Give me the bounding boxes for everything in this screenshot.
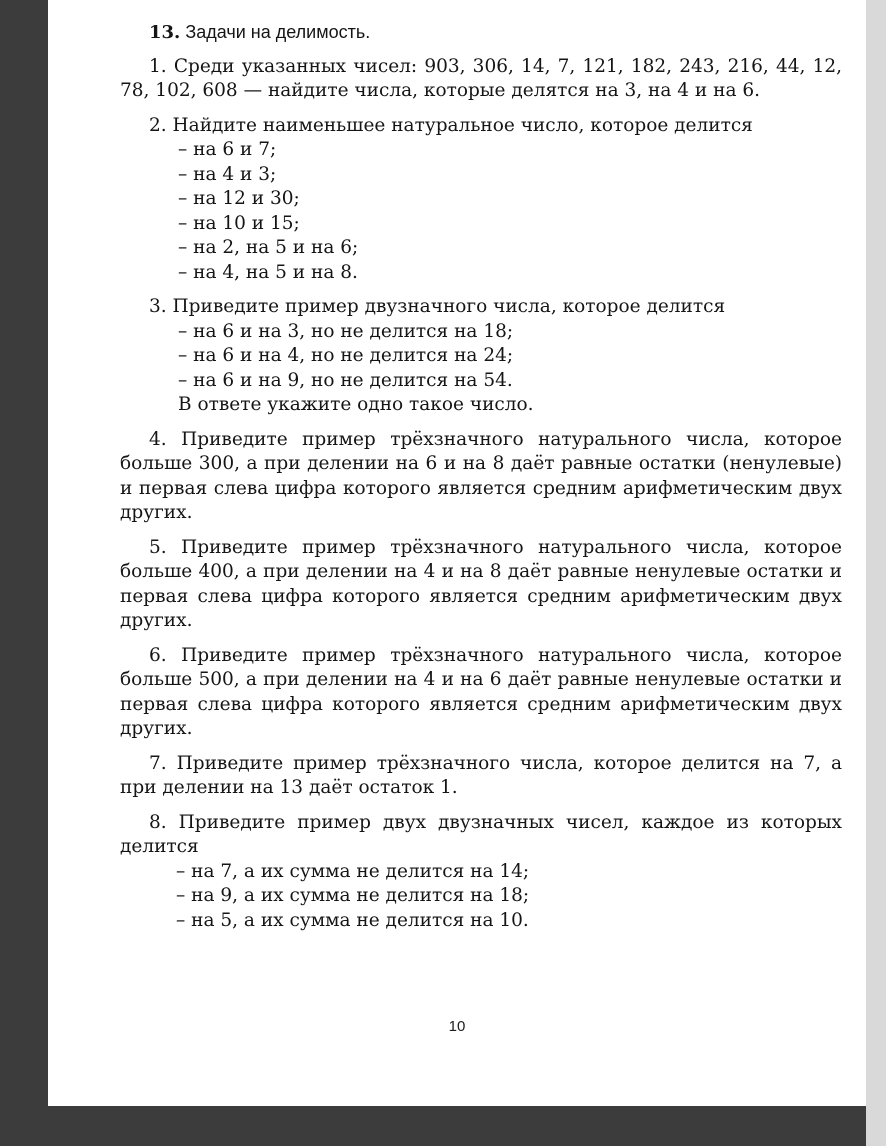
- scan-border: [866, 0, 886, 1146]
- problem-number: 1.: [149, 55, 167, 77]
- answer-note: В ответе укажите одно такое число.: [178, 394, 534, 415]
- sub-item: – на 4, на 5 и на 8.: [178, 261, 358, 283]
- page: [48, 0, 866, 1106]
- problem-statement: [120, 55, 842, 104]
- sub-item: – на 6 и на 3, но не делится на 18;: [178, 320, 514, 342]
- problem-8: [120, 811, 842, 934]
- sub-item: – на 12 и 30;: [178, 188, 300, 209]
- problem-2: [120, 114, 842, 286]
- problem-number: 8.: [149, 811, 167, 833]
- sub-item: – на 7, а их сумма не делится на 14;: [176, 860, 530, 882]
- problem-number: 2.: [149, 114, 167, 136]
- problem-text: Приведите пример трёхзначного натурального числа, которое больше 400, а при делении на 4 и на 8 даёт равные ненулевые остатки и первая слева цифра которого является средним арифметическим двух других.: [120, 536, 842, 631]
- sub-item: – на 5, а их сумма не делится на 10.: [176, 909, 529, 931]
- problem-text: Найдите наименьшее натуральное число, которое делится: [172, 114, 753, 136]
- problem-statement: [120, 295, 842, 320]
- problem-text: Приведите пример двух двузначных чисел, каждое из которых делится: [120, 811, 842, 857]
- page-number: 10: [448, 1018, 466, 1035]
- sub-item: – на 6 и на 4, но не делится на 24;: [178, 345, 514, 366]
- problem-statement: [120, 811, 842, 860]
- problem-7: [120, 752, 842, 801]
- problem-statement: [120, 428, 842, 526]
- problem-statement: [120, 752, 842, 801]
- problem-text: Приведите пример трёхзначного натурального числа, которое больше 500, а при делении на 4 и на 6 даёт равные ненулевые остатки и первая слева цифра которого является средним арифметическим двух других.: [120, 644, 842, 739]
- problem-statement: [120, 114, 842, 139]
- sub-item: – на 4 и 3;: [178, 163, 277, 185]
- problem-3: [120, 295, 842, 418]
- sub-item: – на 6 и на 9, но не делится на 54.: [178, 369, 513, 391]
- content: [120, 20, 842, 943]
- problem-number: 7.: [149, 752, 167, 774]
- problem-1: [120, 55, 842, 104]
- section-heading: [120, 20, 842, 46]
- problem-number: 3.: [149, 296, 167, 317]
- problem-6: [120, 644, 842, 742]
- problem-4: [120, 428, 842, 526]
- sub-item: – на 6 и 7;: [178, 139, 277, 160]
- problem-number: 5.: [149, 536, 167, 558]
- problem-statement: [120, 536, 842, 634]
- problem-number: 4.: [149, 428, 167, 450]
- problem-5: [120, 536, 842, 634]
- problem-text: Приведите пример трёхзначного числа, которое делится на 7, а при делении на 13 даёт остаток 1.: [120, 752, 842, 798]
- problem-number: 6.: [149, 644, 167, 666]
- problem-statement: [120, 644, 842, 742]
- sub-item: – на 9, а их сумма не делится на 18;: [176, 885, 530, 906]
- problem-text: Среди указанных чисел: 903, 306, 14, 7, 121, 182, 243, 216, 44, 12, 78, 102, 608 — найдите числа, которые делятся на 3, на 4 и на 6.: [120, 55, 842, 101]
- section-number: 13.: [149, 22, 181, 43]
- problem-text: Приведите пример трёхзначного натурального числа, которое больше 300, а при делении на 6 и на 8 даёт равные остатки (ненулевые) и первая слева цифра которого является средним арифметическим двух других.: [120, 428, 842, 523]
- section-title: Задачи на делимость.: [185, 22, 371, 42]
- problem-text: Приведите пример двузначного числа, которое делится: [172, 296, 726, 317]
- sub-item: – на 2, на 5 и на 6;: [178, 237, 359, 258]
- sub-item: – на 10 и 15;: [178, 212, 300, 234]
